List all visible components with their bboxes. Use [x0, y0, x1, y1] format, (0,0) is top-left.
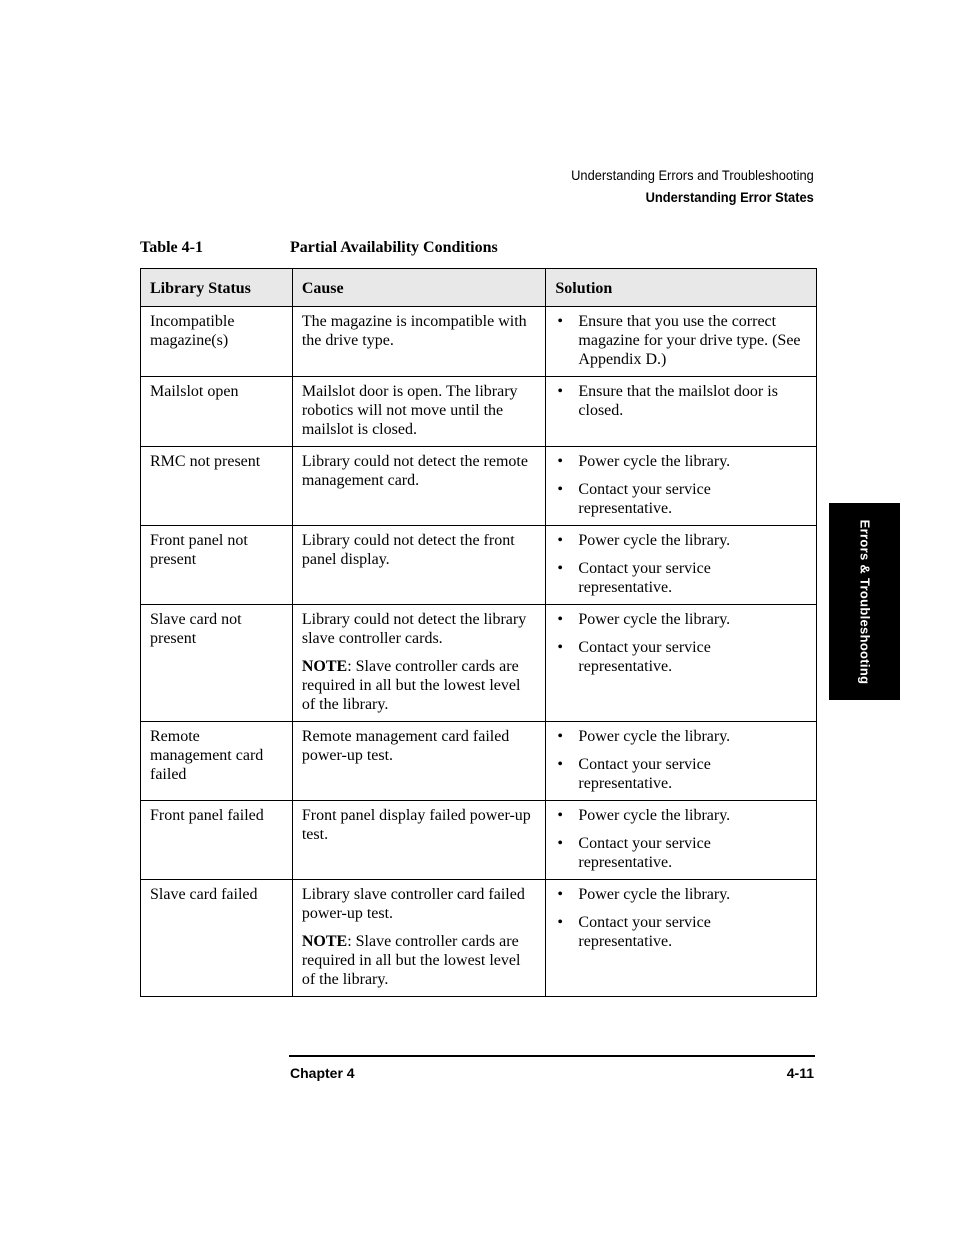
cause-text: Library slave controller card failed power-up test. — [301, 886, 525, 922]
solution-cell — [546, 880, 817, 997]
running-header — [550, 166, 814, 206]
table-row — [141, 526, 817, 605]
footer-chapter: Chapter 4 — [290, 1065, 355, 1081]
solution-list — [555, 806, 808, 872]
cause-text: Library could not detect the remote management card. — [301, 453, 528, 489]
table-title: Partial Availability Conditions — [290, 239, 498, 256]
library-status-cell: Mailslot open — [141, 377, 293, 447]
solution-cell — [546, 801, 817, 880]
table-number: Table 4-1 — [140, 239, 203, 256]
table-row — [141, 722, 817, 801]
solution-cell — [546, 447, 817, 526]
solution-item: • Power cycle the library. — [555, 885, 808, 904]
note-text: : Slave controller cards are required in all but the lowest level of the library. — [301, 658, 521, 713]
solution-cell — [546, 526, 817, 605]
solution-list — [555, 610, 808, 676]
cause-cell — [292, 447, 546, 526]
library-status-cell: Remote management card failed — [141, 722, 293, 801]
cause-note — [302, 932, 538, 989]
library-status-cell: Slave card not present — [141, 605, 293, 722]
solution-list — [555, 382, 808, 420]
partial-availability-table — [140, 268, 817, 997]
solution-item: • Power cycle the library. — [555, 452, 808, 471]
cause-note — [302, 657, 538, 714]
solution-list — [555, 531, 808, 597]
library-status-cell: Front panel not present — [141, 526, 293, 605]
table-header-row — [141, 269, 817, 307]
footer-page-number: 4-11 — [786, 1065, 814, 1081]
chapter-thumb-tab — [829, 503, 900, 700]
running-header-chapter-title: Understanding Errors and Troubleshooting — [571, 167, 814, 183]
cause-cell — [292, 307, 546, 377]
library-status-cell: Incompatible magazine(s) — [141, 307, 293, 377]
table-row — [141, 447, 817, 526]
running-header-section-title: Understanding Error States — [645, 189, 814, 205]
solution-list — [555, 885, 808, 951]
library-status-cell: RMC not present — [141, 447, 293, 526]
library-status-cell: Slave card failed — [141, 880, 293, 997]
solution-cell — [546, 605, 817, 722]
cause-text: Library could not detect the library slave controller cards. — [301, 611, 527, 647]
solution-item: • Contact your service representative. — [555, 559, 808, 597]
solution-item: • Power cycle the library. — [555, 531, 808, 550]
cause-cell — [292, 605, 546, 722]
cause-text: Library could not detect the front panel display. — [301, 532, 515, 568]
cause-text: Mailslot door is open. The library robotics will not move until the mailslot is closed. — [301, 383, 518, 438]
cause-cell — [292, 801, 546, 880]
solution-item: • Ensure that you use the correct magazine for your drive type. (See Appendix D.) — [555, 312, 808, 369]
solution-cell — [546, 307, 817, 377]
column-header-cause: Cause — [292, 269, 546, 307]
cause-cell — [292, 880, 546, 997]
solution-item: • Contact your service representative. — [555, 834, 808, 872]
solution-item: • Contact your service representative. — [555, 755, 808, 793]
note-label: NOTE — [301, 658, 348, 675]
note-label: NOTE — [301, 933, 348, 950]
solution-item: • Power cycle the library. — [555, 727, 808, 746]
column-header-solution: Solution — [546, 269, 817, 307]
solution-item: • Ensure that the mailslot door is closed. — [555, 382, 808, 420]
cause-cell — [292, 722, 546, 801]
solution-item: • Contact your service representative. — [555, 913, 808, 951]
cause-cell — [292, 526, 546, 605]
table-row — [141, 605, 817, 722]
solution-item: • Power cycle the library. — [555, 610, 808, 629]
solution-cell — [546, 377, 817, 447]
cause-text: Remote management card failed power-up test. — [301, 728, 510, 764]
note-text: : Slave controller cards are required in all but the lowest level of the library. — [301, 933, 521, 988]
library-status-cell: Front panel failed — [141, 801, 293, 880]
table-row — [141, 801, 817, 880]
solution-item: • Power cycle the library. — [555, 806, 808, 825]
chapter-thumb-tab-label: Errors & Troubleshooting — [857, 519, 872, 684]
table-row — [141, 307, 817, 377]
solution-list — [555, 312, 808, 369]
table-row — [141, 880, 817, 997]
solution-cell — [546, 722, 817, 801]
solution-item: • Contact your service representative. — [555, 480, 808, 518]
solution-list — [555, 452, 808, 518]
solution-item: • Contact your service representative. — [555, 638, 808, 676]
table-row — [141, 377, 817, 447]
footer-divider — [289, 1055, 815, 1057]
solution-list — [555, 727, 808, 793]
cause-text: The magazine is incompatible with the drive type. — [301, 313, 527, 349]
cause-text: Front panel display failed power-up test. — [301, 807, 531, 843]
cause-cell — [292, 377, 546, 447]
column-header-library-status: Library Status — [141, 269, 293, 307]
